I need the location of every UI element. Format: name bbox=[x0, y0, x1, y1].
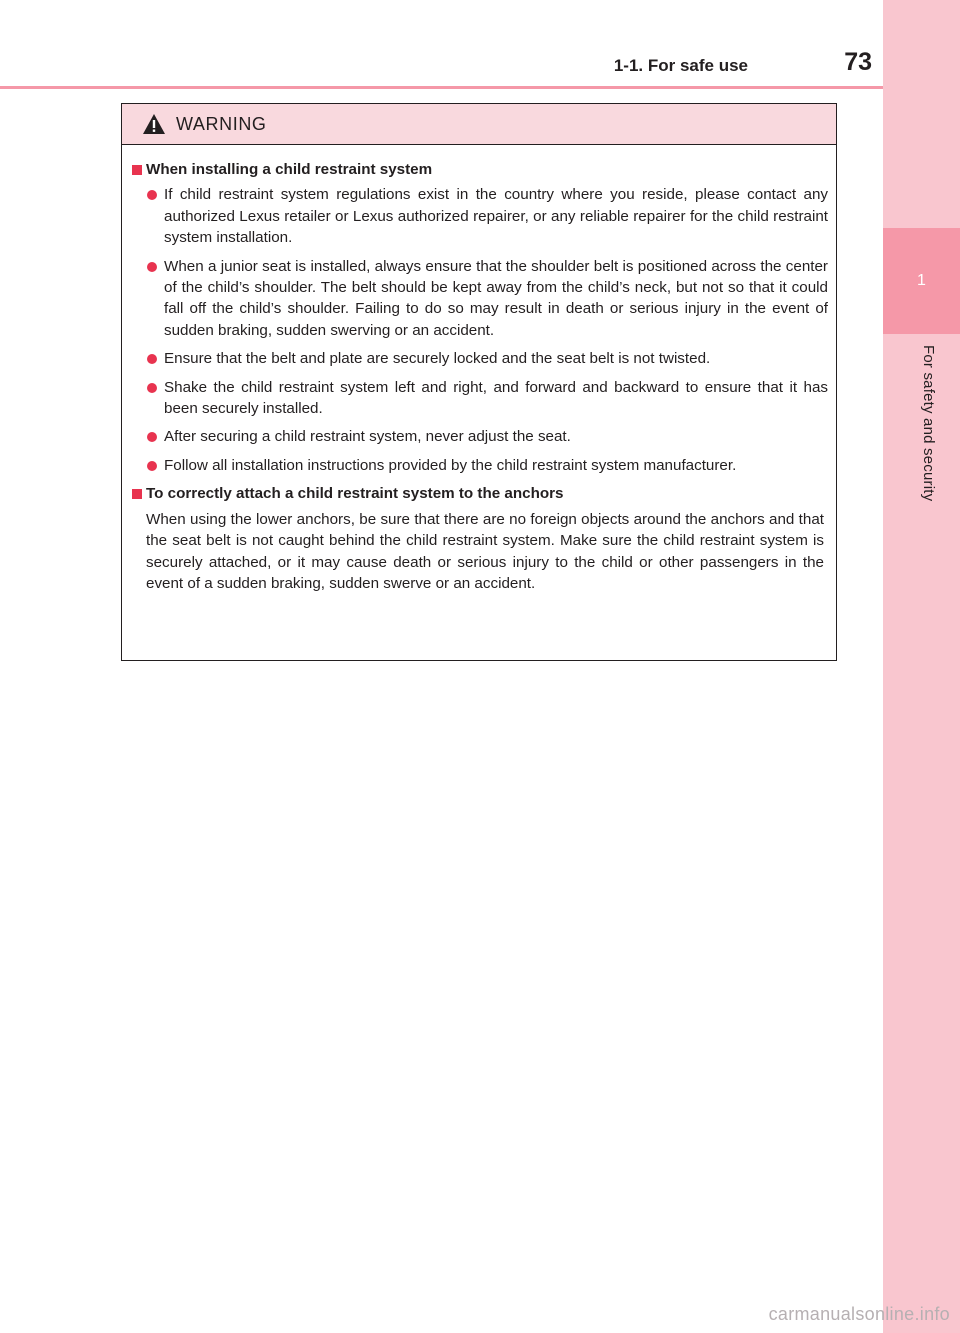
page-number: 73 bbox=[844, 48, 872, 76]
list-item bbox=[132, 377, 828, 420]
watermark: carmanualsonline.info bbox=[768, 1304, 950, 1324]
bullet-dot-icon bbox=[147, 432, 157, 442]
bullet-dot-icon bbox=[147, 461, 157, 471]
header-divider bbox=[0, 86, 883, 89]
list-item-text: After securing a child restraint system, never adjust the seat. bbox=[164, 428, 571, 446]
list-item-text: Follow all installation instructions provided by the child restraint system manufacturer. bbox=[164, 456, 737, 474]
list-item bbox=[132, 256, 828, 342]
list-item bbox=[132, 348, 828, 369]
warning-header bbox=[122, 104, 836, 145]
square-bullet-icon bbox=[132, 489, 142, 499]
bullet-dot-icon bbox=[147, 262, 157, 272]
chapter-side-tab bbox=[883, 0, 960, 1333]
warning-body bbox=[122, 145, 836, 594]
list-item bbox=[132, 455, 828, 476]
warning-triangle-icon bbox=[142, 113, 166, 135]
bullet-dot-icon bbox=[147, 190, 157, 200]
section-heading bbox=[132, 483, 828, 504]
bullet-dot-icon bbox=[147, 383, 157, 393]
list-item-text: If child restraint system regulations exist in the country where you reside, please contact any authorized Lexus retailer or Lexus authorized repairer, or any reliable repairer for the child restraint system installation. bbox=[164, 186, 828, 247]
section-paragraph: When using the lower anchors, be sure that there are no foreign objects around the anchors and that the seat belt is not caught behind the child restraint system. Make sure the child restraint system is securely attached, or it may cause death or serious injury to the child or other passengers in the event of a sudden braking, sudden swerve or an accident. bbox=[146, 510, 824, 592]
bullet-dot-icon bbox=[147, 354, 157, 364]
list-item bbox=[132, 426, 828, 447]
warning-title: WARNING bbox=[176, 113, 267, 134]
list-item bbox=[132, 184, 828, 248]
section-heading-text: When installing a child restraint system bbox=[146, 161, 433, 178]
section-title: 1-1. For safe use bbox=[613, 56, 748, 75]
chapter-number: 1 bbox=[917, 272, 926, 289]
section-heading bbox=[132, 159, 828, 180]
list-item-text: Ensure that the belt and plate are securely locked and the seat belt is not twisted. bbox=[164, 350, 711, 368]
chapter-number-tab bbox=[883, 228, 960, 334]
section-heading-text: To correctly attach a child restraint system to the anchors bbox=[146, 485, 564, 503]
list-item-text: When a junior seat is installed, always ensure that the shoulder belt is positioned across the center of the child’s shoulder. The belt should be kept away from the child’s neck, but not so that it could fall off the child’s shoulder. Failing to do so may result in death or serious injury in the event of sudden braking, sudden swerving or an accident. bbox=[164, 257, 828, 339]
square-bullet-icon bbox=[132, 165, 142, 175]
warning-box bbox=[121, 103, 837, 661]
chapter-title: For safety and security bbox=[920, 345, 937, 502]
list-item-text: Shake the child restraint system left and right, and forward and backward to ensure that it has been securely installed. bbox=[164, 378, 828, 418]
